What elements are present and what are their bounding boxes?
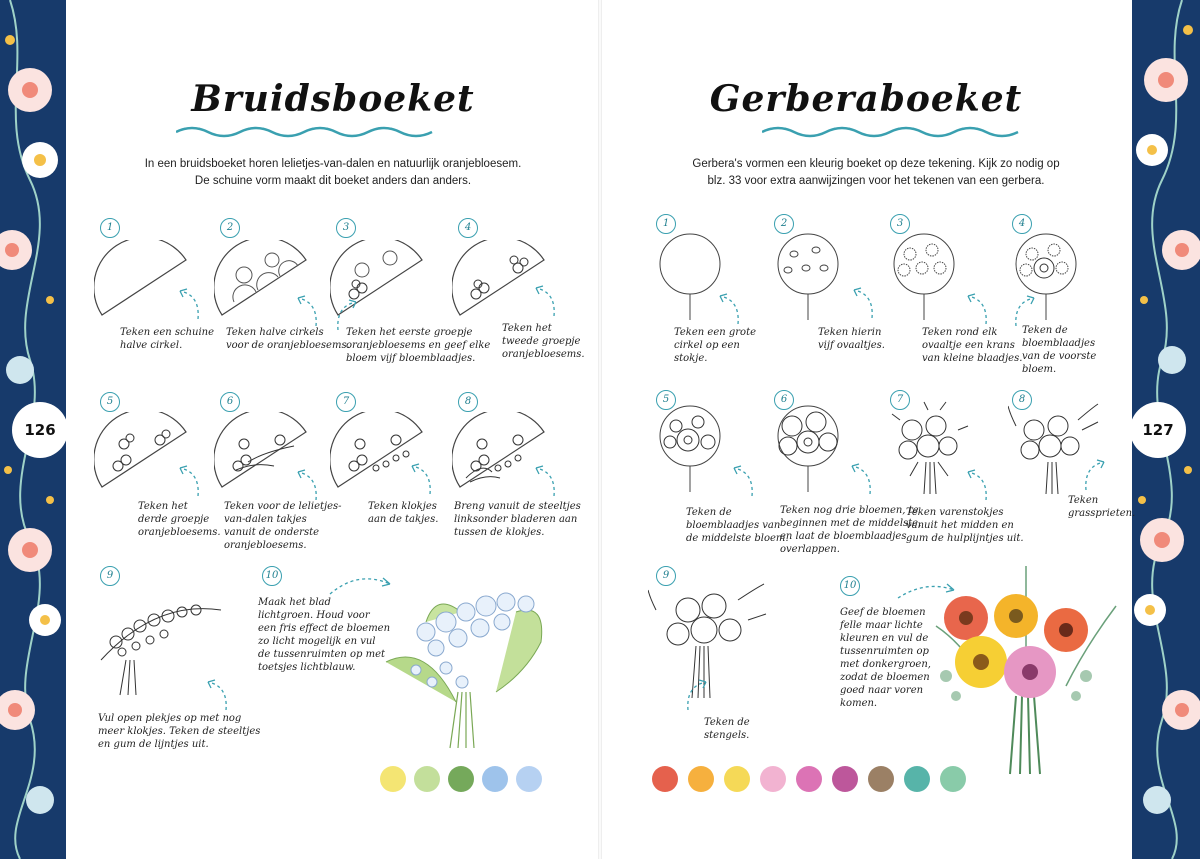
step-caption: Teken varenstokjes vanuit het midden en gum de hulplijntjes uit. (906, 507, 1024, 544)
circle-on-stick-sketch-icon (888, 232, 964, 322)
step-number: 3 (890, 214, 910, 234)
page-right (600, 0, 1136, 859)
step-number: 5 (100, 392, 120, 412)
step-caption: Geef de bloemen felle maar lichte kleuren en vul de tussenruimten op met donkergroen, zodat de bloemen goed naar voren komen. (840, 607, 931, 709)
color-swatch (868, 766, 894, 792)
step-number: 8 (458, 392, 478, 412)
step-number: 8 (1012, 390, 1032, 410)
dashed-arrow-icon (176, 285, 204, 321)
gerbera-fern-sketch-icon (888, 400, 974, 496)
dashed-arrow-icon (294, 466, 322, 502)
wave-divider-icon (762, 124, 1022, 140)
step-caption: Teken klokjes aan de takjes. (368, 501, 439, 525)
color-swatch (516, 766, 542, 792)
step-caption: Teken grassprieten. (1068, 495, 1136, 519)
dashed-arrow-icon (176, 462, 204, 498)
intro-line: De schuine vorm maakt dit boeket anders dan anders. (194, 175, 472, 187)
step-number: 1 (656, 214, 676, 234)
color-swatch (796, 766, 822, 792)
step-caption: Teken voor de lelietjes- van-dalen takjes vanuit de onderste oranjebloesems. (224, 501, 342, 551)
color-swatch (448, 766, 474, 792)
step-caption: Teken het tweede groepje oranjebloesems. (502, 323, 585, 360)
step-number: 2 (220, 218, 240, 238)
dashed-arrow-icon (682, 676, 710, 712)
circle-on-stick-sketch-icon (772, 232, 848, 322)
page-left (66, 0, 600, 859)
step-number: 6 (220, 392, 240, 412)
color-swatch (380, 766, 406, 792)
step-number: 4 (1012, 214, 1032, 234)
step-caption: Teken het derde groepje oranjebloesems. (138, 501, 221, 538)
step-caption: Teken de bloemblaadjes van de middelste bloem. (686, 507, 789, 544)
wave-divider-icon (176, 124, 436, 140)
step-number: 7 (336, 392, 356, 412)
dashed-arrow-icon (716, 290, 744, 326)
intro-line: In een bruidsboeket horen lelietjes-van-dalen en natuurlijk oranjebloesem. (144, 158, 522, 170)
dashed-arrow-icon (1080, 456, 1108, 492)
step-caption: Breng vanuit de steeltjes linksonder bladeren aan tussen de klokjes. (454, 501, 581, 538)
dashed-arrow-icon (730, 462, 758, 498)
dashed-arrow-icon (294, 292, 322, 328)
dashed-arrow-icon (408, 460, 436, 496)
color-swatch (414, 766, 440, 792)
color-swatch (760, 766, 786, 792)
intro-line: Gerbera's vormen een kleurig boeket op deze tekening. Kijk zo nodig op (692, 158, 1060, 170)
page-number-right: 127 (1130, 402, 1186, 458)
dashed-arrow-icon (850, 284, 878, 320)
step-number: 6 (774, 390, 794, 410)
dashed-arrow-icon (964, 466, 992, 502)
intro-line: blz. 33 voor extra aanwijzingen voor het tekenen van een gerbera. (707, 175, 1045, 187)
color-swatch (688, 766, 714, 792)
step-caption: Teken halve cirkels voor de oranjebloesems. (226, 327, 350, 351)
step-caption: Teken een schuine halve cirkel. (120, 327, 215, 351)
step-number: 3 (336, 218, 356, 238)
gerbera-sketch-icon (772, 404, 848, 494)
page-title: Gerberaboeket (709, 78, 1023, 120)
color-swatch (940, 766, 966, 792)
step-number: 1 (100, 218, 120, 238)
page-title: Bruidsboeket (191, 78, 475, 120)
page-number-left: 126 (12, 402, 68, 458)
dashed-arrow-icon (964, 290, 992, 326)
step-caption: Teken de bloemblaadjes van de voorste bloem. (1022, 325, 1097, 375)
color-swatch (904, 766, 930, 792)
step-number: 7 (890, 390, 910, 410)
step-number: 9 (100, 566, 120, 586)
dashed-arrow-icon (532, 282, 560, 318)
step-caption: Teken het eerste groepje oranjebloesems en geef elke bloem vijf bloemblaadjes. (346, 327, 491, 364)
color-swatch (724, 766, 750, 792)
step-caption: Teken rond elk ovaaltje een krans van kleine blaadjes. (922, 327, 1023, 364)
step-number: 10 (840, 576, 860, 596)
step-number: 5 (656, 390, 676, 410)
color-swatch (482, 766, 508, 792)
step-caption: Teken de stengels. (704, 717, 750, 741)
lily-bouquet-illustration-icon (366, 582, 566, 752)
dashed-arrow-icon (1010, 292, 1038, 328)
step-caption: Vul open plekjes op met nog meer klokjes. Teken de steeltjes en gum de lijntjes uit. (98, 713, 261, 750)
intro-text (66, 156, 600, 190)
gerbera-sketch-icon (654, 404, 730, 494)
step-caption: Teken nog drie bloemen, te beginnen met de middelste, en laat de bloemblaadjes overlappen. (780, 505, 922, 555)
step-number: 10 (262, 566, 282, 586)
dashed-arrow-icon (204, 676, 232, 712)
step-caption: Teken hierin vijf ovaaltjes. (818, 327, 885, 351)
intro-text (610, 156, 1142, 190)
gerbera-bouquet-illustration-icon (926, 566, 1126, 778)
dashed-arrow-icon (848, 460, 876, 496)
step-caption: Maak het blad lichtgroen. Houd voor een fris effect de bloemen zo licht mogelijk en vul de tussenruimten op met toetsjes lichtblauw. (258, 597, 391, 673)
step-number: 9 (656, 566, 676, 586)
color-swatch (652, 766, 678, 792)
step-number: 4 (458, 218, 478, 238)
dashed-arrow-icon (532, 462, 560, 498)
step-caption: Teken een grote cirkel op een stokje. (674, 327, 757, 364)
step-number: 2 (774, 214, 794, 234)
color-swatch (832, 766, 858, 792)
